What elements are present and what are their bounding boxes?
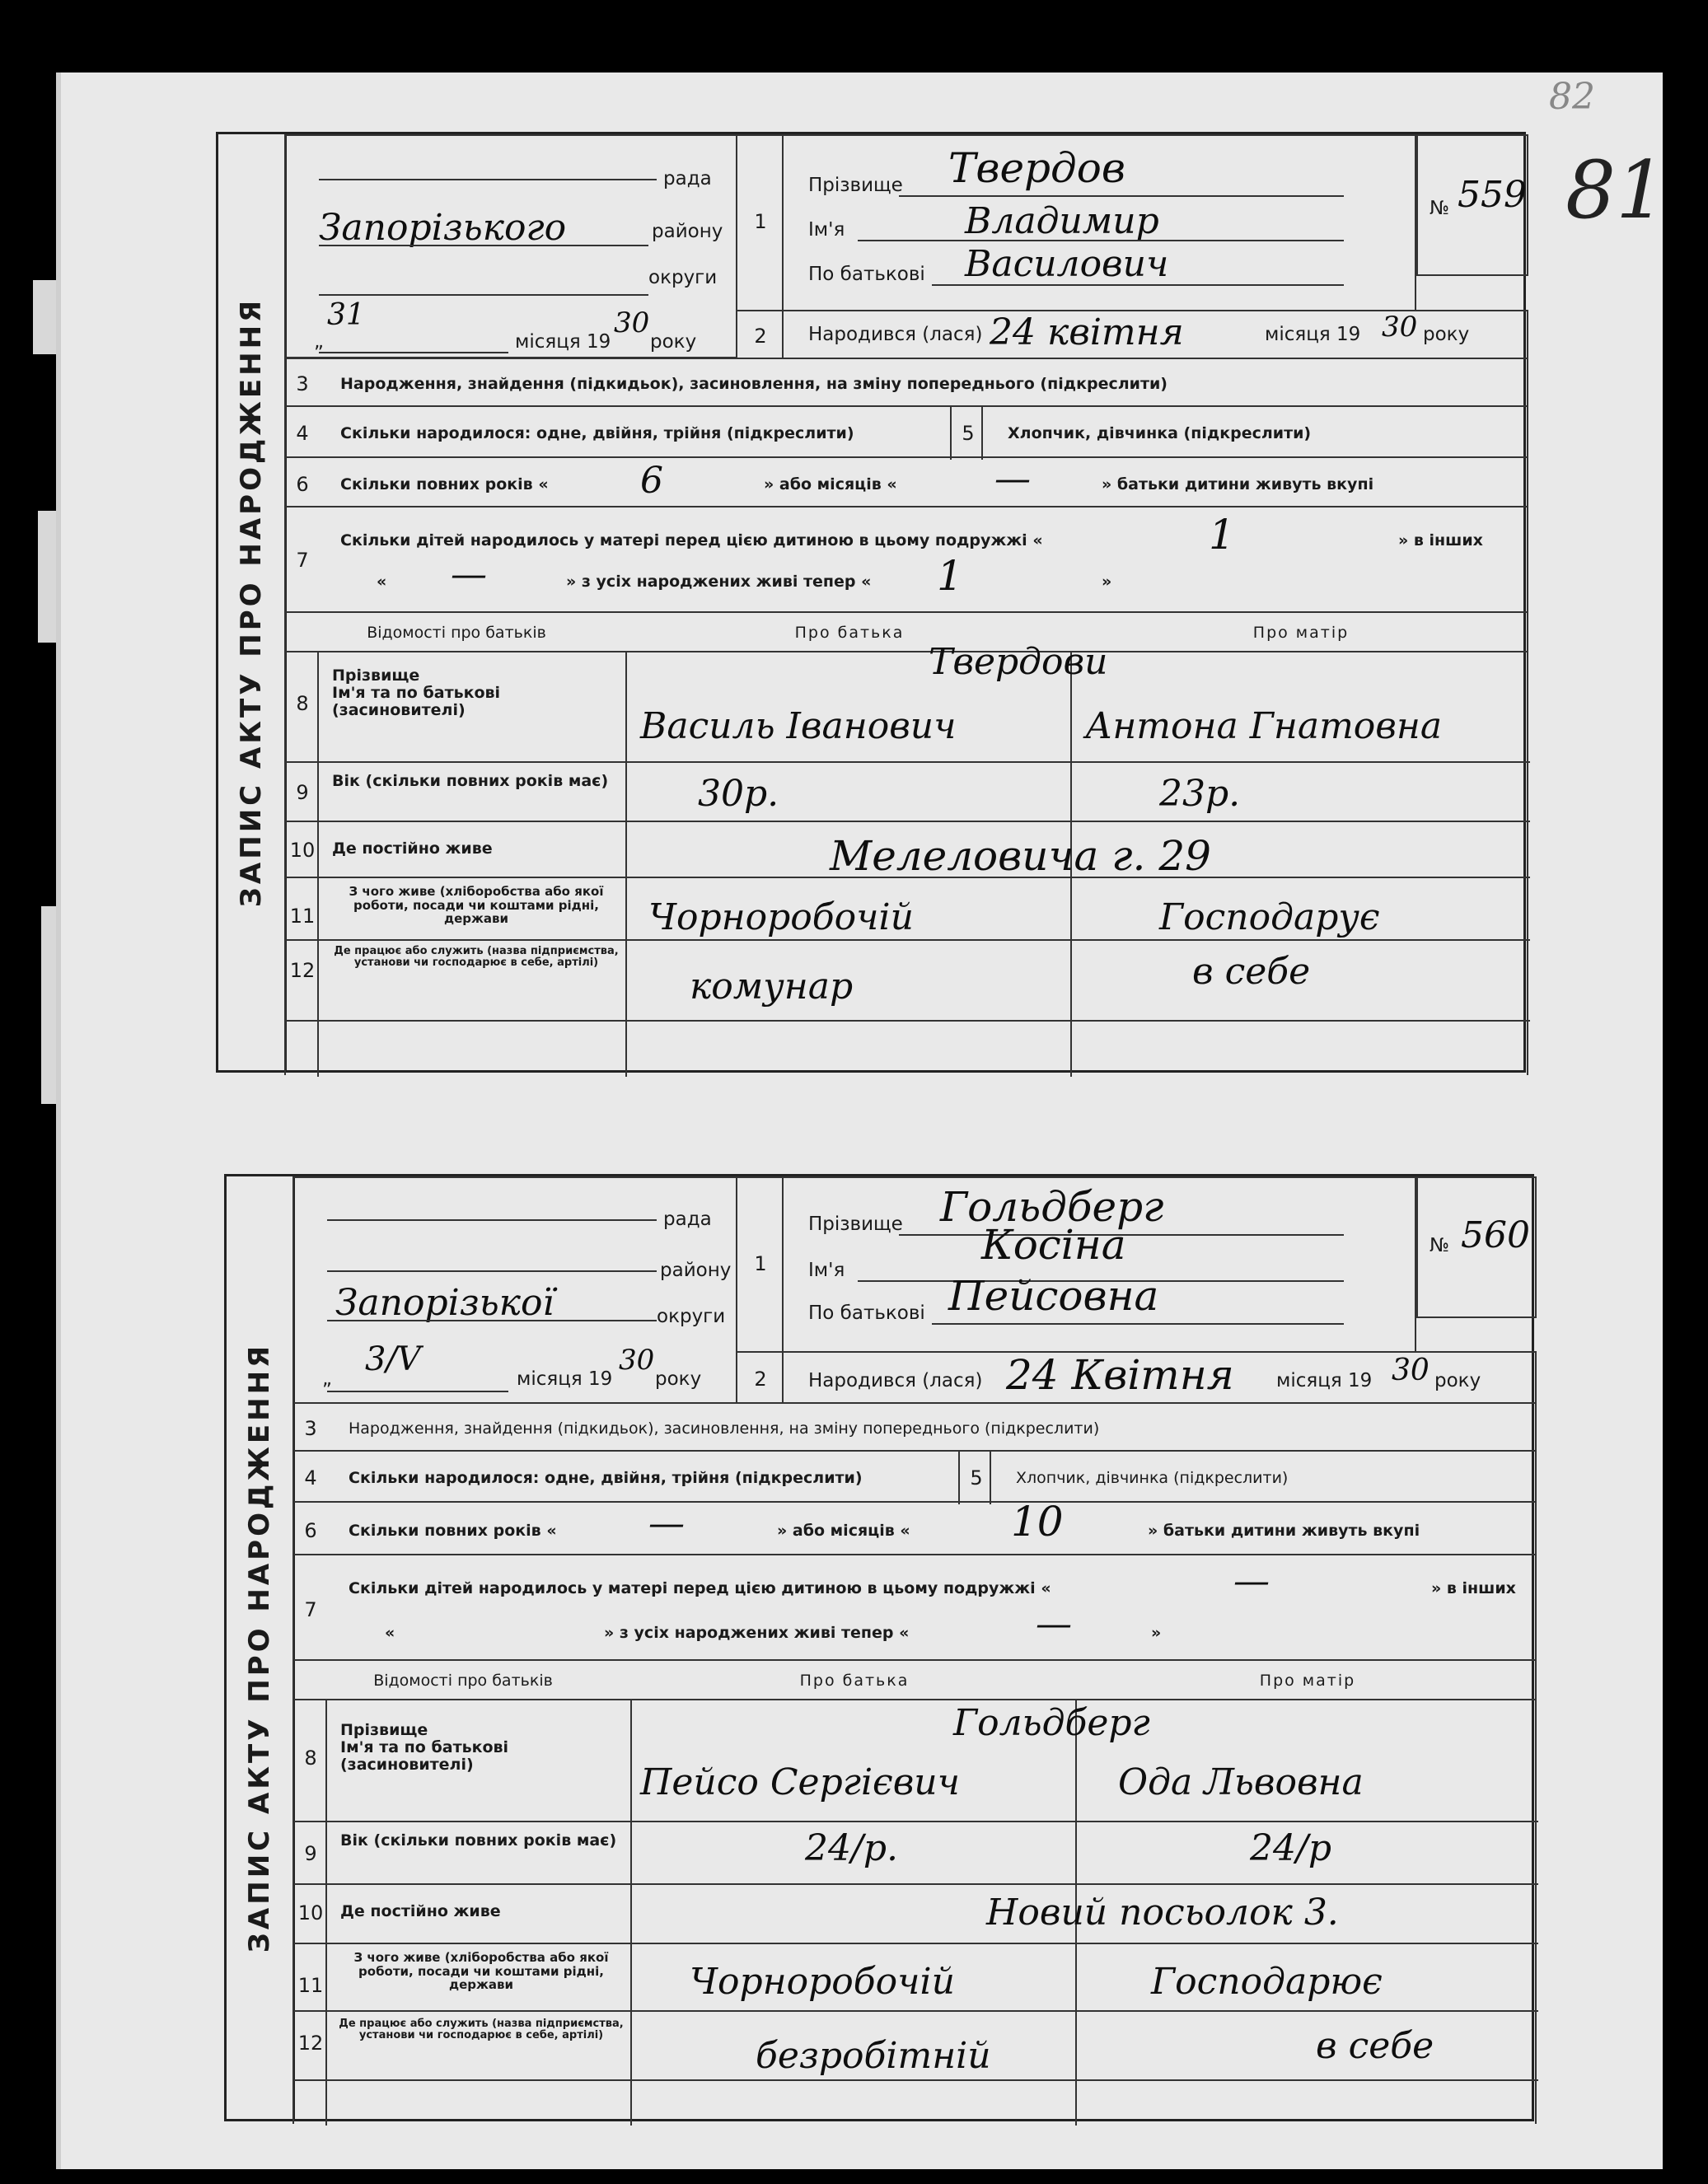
side-title: ЗАПИС АКТУ ПРО НАРОДЖЕННЯ [218,134,287,1070]
mother-age: 23р. [1159,773,1241,815]
child-surname: Твердов [948,144,1125,192]
child-names: Прізвище Гольдберг Ім'я Косіна По батькові Пейсовна [782,1176,1416,1353]
father-name: Василь Іванович [640,705,957,747]
months-together: 10 [1011,1498,1064,1546]
parents-header: Відомості про батьків Про батька Про матір [284,611,1528,652]
parents-surname: Гольдберг [953,1702,1150,1744]
child-name: Владимир [965,200,1159,242]
rayon-value: Запорізького [319,207,567,249]
sheet-number: 81 [1565,144,1667,236]
record-number: 560 [1461,1214,1530,1256]
mother-work: в себе [1316,2025,1434,2067]
record-number-box: № 559 [1416,134,1528,276]
birth-record-form-2: ЗАПИС АКТУ ПРО НАРОДЖЕННЯ рада району Запорізької округи „ 3/V місяця 19 30 року 1 2 Прізвище Гольдберг Ім'я Косіна По батькові Пейсовна № 560 Народився (лася) 24 Квітня місяця 19 30 року 3 Народження, знайдення (підкидьок), засиновлення, на зміну попереднього (підкреслити) 4 Скільки народилося: одне, двійня, трійня (підкреслити) 5 Хлопчик, дівчинка (підкреслити) 6 Скільки повних років « — » або місяців « 10 » батьки дитини живуть вкупі 7 Скільки дітей народилось у матері перед цією дитиною в цьому подружжі « — » в інших « » з усіх народжених живі тепер « — » Відомості про батьків Про батька Про матір 8 Прізвище Ім'я та по батькові (засиновителі) 9 Вік (скільки повних років має) 10 Де постійно живе 11 З чого живе (хліборобства або якої роботи, посади чи коштами рідні, держави 12 Де працює або служить (назва підприємства, установи чи господарює в себе, артілі) Гольдберг Пейсо Сергієвич Ода Львовна 24/р. 24/р Новий посьолок 3. Чорноробочій Господарює безробітній в себе [224,1174,1534,2121]
birth-year: 30 [1392,1354,1430,1387]
record-number: 559 [1458,174,1527,216]
parents-table: 8 Прізвище Ім'я та по батькові (засиновителі) 9 Вік (скільки повних років має) 10 Де постійно живе 11 З чого живе (хліборобства або якої роботи, посади чи коштами рідні, держави 12 Де працює або служить (назва підприємства, установи чи господарює в себе, артілі) Гольдберг Пейсо Сергієвич Ода Львовна 24/р. 24/р Новий посьолок 3. Чорноробочій Господарює безробітній в себе [292,1699,1537,2124]
children-in-marriage: 1 [1209,511,1235,559]
months-together: — [994,458,1031,500]
parents-header: Відомості про батьків Про батька Про матір [292,1659,1537,1700]
children-alive: — [1036,1603,1072,1645]
child-patronymic: Пейсовна [948,1272,1159,1320]
father-occupation: Чорноробочій [690,1961,955,2003]
row-3-text: Народження, знайдення (підкидьок), засиновлення, на зміну попереднього (підкреслити) [349,1419,1100,1438]
row-4-text: Скільки народилося: одне, двійня, трійня (підкреслити) [349,1469,863,1487]
place-block: рада району Запорізької округи „ 3/V місяця 19 30 року [292,1176,737,1404]
birth-day-month: 24 квітня [990,311,1184,353]
children-alive: 1 [937,552,963,600]
mother-occupation: Господарує [1159,896,1380,938]
child-patronymic: Василович [965,243,1169,285]
side-title: ЗАПИС АКТУ ПРО НАРОДЖЕННЯ [227,1176,295,2119]
child-name: Косіна [981,1221,1126,1269]
page-number: 82 [1549,76,1595,118]
row-4-text: Скільки народилося: одне, двійня, трійня (підкреслити) [340,424,854,442]
mother-work: в себе [1192,951,1311,993]
years-together: 6 [640,460,663,502]
birth-date-row: Народився (лася) 24 Квітня місяця 19 30 року [782,1351,1537,1404]
child-surname: Гольдберг [940,1183,1164,1231]
father-work: комунар [690,966,854,1008]
father-occupation: Чорноробочій [648,896,914,938]
birth-date-row: Народився (лася) 24 квітня місяця 19 30 року [782,310,1528,359]
reg-year: 30 [614,306,650,339]
reg-year: 30 [619,1344,655,1377]
birth-record-form-1: ЗАПИС АКТУ ПРО НАРОДЖЕННЯ рада Запорізького району округи „ 31 місяця 19 30 року 1 2 Прізвище Твердов Ім'я Владимир По батькові Василович № 559 Народився (лася) 24 квітня місяця 19 30 року 3 Народження, знайдення (підкидьок), засиновлення, на зміну попереднього (підкреслити) 4 Скільки народилося: одне, двійня, трійня (підкреслити) 5 Хлопчик, дівчинка (підкреслити) 6 Скільки повних років « 6 » або місяців « — » батьки дитини живуть вкупі 7 Скільки дітей народилось у матері перед цією дитиною в цьому подружжі « 1 » в інших « — » з усіх народжених живі тепер « 1 » Відомості про батьків Про батька Про матір 8 Прізвище Ім'я та по батькові (засиновителі) 9 Вік (скільки повних років має) 10 Де постійно живе 11 З чого живе (хліборобства або якої роботи, посади чи коштами рідні, держави 12 Де працює або служить (назва підприємства, установи чи господарює в себе, артілі) Твердови Василь Іванович Антона Гнатовна 30р. 23р. Мелеловича г. 29 Чорноробочій Господарує комунар в себе [216,132,1526,1073]
address: Мелеловича г. 29 [830,832,1211,880]
years-together: — [648,1503,685,1545]
mother-age: 24/р [1250,1827,1331,1869]
mother-name: Антона Гнатовна [1085,705,1443,747]
reg-day: 31 [327,298,365,332]
children-in-marriage: — [1233,1560,1270,1602]
rayon-value: Запорізької [335,1282,555,1324]
father-age: 24/р. [805,1827,898,1869]
row-5-text: Хлопчик, дівчинка (підкреслити) [1008,424,1312,442]
row-3-text: Народження, знайдення (підкидьок), засиновлення, на зміну попереднього (підкреслити) [340,375,1168,393]
children-other: — [451,554,487,596]
address: Новий посьолок 3. [986,1892,1339,1934]
reg-day: 3/V [365,1340,421,1378]
parents-surname: Твердови [929,641,1108,683]
record-number-box: № 560 [1416,1176,1537,1318]
father-age: 30р. [698,773,779,815]
child-names: Прізвище Твердов Ім'я Владимир По батькові Василович [782,134,1416,311]
row-5-text: Хлопчик, дівчинка (підкреслити) [1016,1469,1289,1487]
mother-occupation: Господарює [1151,1961,1383,2003]
place-block: рада Запорізького району округи „ 31 місяця 19 30 року [284,134,737,358]
birth-day-month: 24 Квітня [1006,1351,1234,1399]
parents-table: 8 Прізвище Ім'я та по батькові (засиновителі) 9 Вік (скільки повних років має) 10 Де постійно живе 11 З чого живе (хліборобства або якої роботи, посади чи коштами рідні, держави 12 Де працює або служить (назва підприємства, установи чи господарює в себе, артілі) Твердови Василь Іванович Антона Гнатовна 30р. 23р. Мелеловича г. 29 Чорноробочій Господарує комунар в себе [284,651,1528,1075]
father-work: безробітній [756,2035,991,2077]
birth-year: 30 [1382,311,1418,344]
father-name: Пейсо Сергієвич [640,1761,961,1803]
mother-name: Ода Львовна [1118,1761,1364,1803]
